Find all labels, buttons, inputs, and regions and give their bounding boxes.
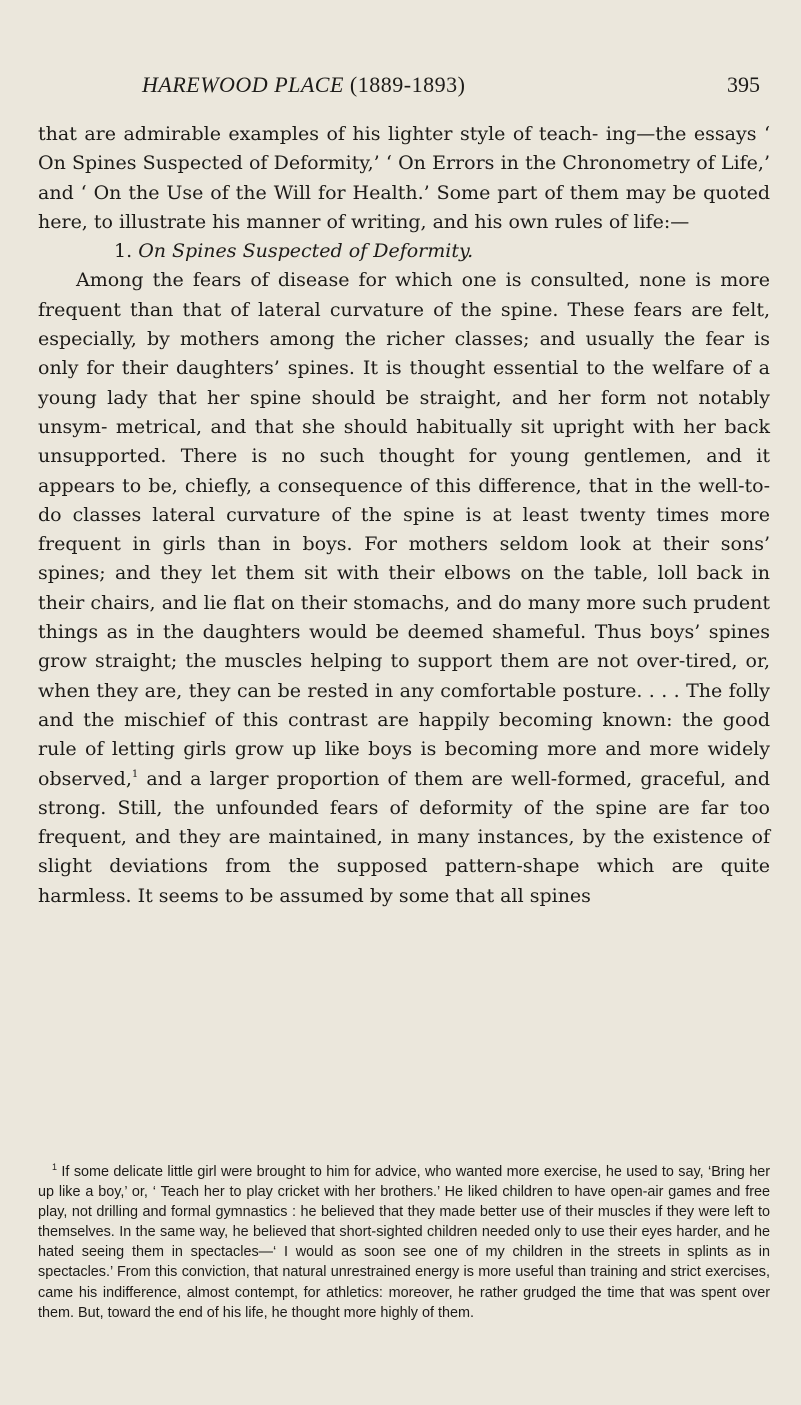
running-head (60, 72, 760, 102)
section-heading (38, 237, 770, 266)
section-number: 1. (114, 240, 133, 263)
running-head-title (142, 72, 465, 98)
intro-paragraph: that are admirable examples of his lighter style of teach- ing—the essays ‘ On Spines Suspected of Deformity,’ ‘ On Errors in the Chronometry of Life,’ and ‘ On the Use of the Will for Health.’ Some part of them may be quoted here, to illustrate his manner of writing, and his own rules of life:— (38, 123, 770, 233)
footnote-mark: 1 (52, 1162, 58, 1172)
body-text (38, 120, 770, 911)
footnote (38, 1162, 770, 1323)
running-head-dates: (1889-1893) (349, 72, 466, 97)
main-paragraph (38, 266, 770, 911)
main-paragraph-part-2: and a larger proportion of them are well-formed, graceful, and strong. Still, the unfounded fears of deformity of the spine are far too frequent, and they are maintained, in many instances, by the existence of slight deviations from the supposed pattern-shape which are quite harmless. It seems to be assumed by some that all spines (38, 767, 770, 907)
footnote-text: If some delicate little girl were brought to him for advice, who wanted more exercise, he used to say, ‘Bring her up like a boy,’ or, ‘ Teach her to play cricket with her brothers.’ He liked children to have open-air games and free play, not drilling and formal gymnastics : he believed that they made better use of their muscles if they were left to themselves. In the same way, he believed that short-sighted children needed only to use their eyes harder, and he hated seeing them in spectacles—‘ I would as soon see one of my children in the streets in splints as in spectacles.’ From this conviction, that natural unrestrained energy is more useful than training and strict exercises, came his indifference, almost contempt, for athletics: moreover, he rather grudged the time that was spent over them. But, toward the end of his life, he thought more highly of them. (38, 1164, 770, 1321)
running-head-place: HAREWOOD PLACE (142, 72, 344, 97)
footnote-reference: 1 (131, 768, 139, 780)
page-number: 395 (727, 72, 760, 97)
section-title: On Spines Suspected of Deformity. (138, 240, 474, 263)
main-paragraph-part-1: Among the fears of disease for which one is consulted, none is more frequent than that of lateral curvature of the spine. These fears are felt, especially, by mothers among the richer classes; and usually the fear is only for their daughters’ spines. It is thought essential to the welfare of a young lady that her spine should be straight, and her form not notably unsym- metrical, and that she should habitually sit upright with her back unsupported. There is no such thought for young gentlemen, and it appears to be, chiefly, a consequence of this difference, that in the well-to-do classes lateral curvature of the spine is at least twenty times more frequent in girls than in boys. For mothers seldom look at their sons’ spines; and they let them sit with their elbows on the table, loll back in their chairs, and lie flat on their stomachs, and do many more such prudent things as in the daughters would be deemed shameful. Thus boys’ spines grow straight; the muscles helping to support them are not over-tired, or, when they are, they can be rested in any comfortable posture. . . . The folly and the mischief of this contrast are happily becoming known: the good rule of letting girls grow up like boys is becoming more and more widely observed, (38, 269, 770, 790)
